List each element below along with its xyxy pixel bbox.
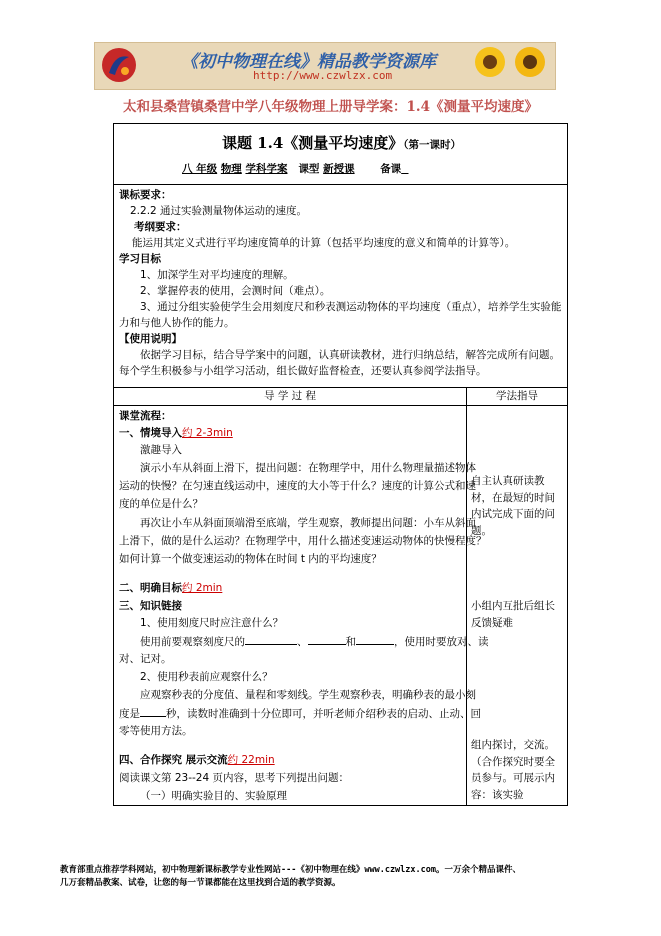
section-1-text: 演示小车从斜面上滑下，提出问题：在物理学中，用什么物理量描述物体 — [140, 462, 476, 474]
lesson-info: 八 年级 物理 学科学案 课型 新授课 备课 — [182, 163, 402, 175]
row-divider — [114, 184, 567, 185]
question-1-text: 使用前要观察刻度尺的 、 和 ，使用时要放对、读 — [140, 633, 489, 650]
banner-title: 《初中物理在线》精品教学资源库 — [181, 52, 436, 72]
lesson-table — [113, 123, 568, 806]
goal-item: 2、掌握停表的使用，会测时间（难点）。 — [140, 285, 331, 297]
guide-note: 组内探讨，交流。（合作探究时要全员参与。可展示内容：该实验 — [471, 739, 555, 801]
goal-item: 3、通过分组实验使学生会用刻度尺和秒表测运动物体的平均速度（重点），培养学生实验能 — [140, 301, 562, 313]
lesson-title: 课题 1.4《测量平均速度》（第一课时） — [221, 134, 462, 152]
flow-heading: 课堂流程： — [119, 410, 172, 422]
banner-url[interactable]: http://www.czwlzx.com — [253, 69, 393, 82]
section-1-text: 上滑下，做的是什么运动？在物理学中，用什么描述变速运动物体的快慢程度？ — [119, 535, 487, 547]
usage-line: 每个学生积极参与小组学习活动，组长做好监督检查，还要认真参阅学法指导。 — [119, 365, 487, 377]
page-footer — [60, 864, 620, 890]
question-1: 1、使用刻度尺时应注意什么？ — [140, 617, 284, 629]
section-1-title: 一、情境导入约 2-3min — [119, 427, 233, 439]
goal-item: 力和与他人协作的能力。 — [119, 317, 235, 329]
question-1-text: 对、记对。 — [119, 653, 172, 665]
answer-blank[interactable] — [308, 633, 346, 645]
answer-blank[interactable] — [356, 633, 394, 645]
section-1-text: 运动的快慢？在匀速直线运动中，速度的大小等于什么？速度的计算公式和速 — [119, 480, 476, 492]
section-1-intro: 激趣导入 — [140, 444, 182, 456]
section-4-read: 阅读课文第 23--24 页内容，思考下列提出问题： — [119, 772, 349, 784]
exam-heading: 考纲要求： — [134, 221, 187, 233]
section-1-text: 再次让小车从斜面顶端滑至底端，学生观察，教师提出问题：小车从斜面 — [140, 517, 476, 529]
question-2-text: 应观察秒表的分度值、量程和零刻线。学生观察秒表，明确秒表的最小刻 — [140, 689, 476, 701]
usage-heading: 【使用说明】 — [119, 333, 182, 345]
footer-line: 教育部重点推荐学科网站，初中物理新课标教学专业性网站---《初中物理在线》www.czwlzx.com。一万余个精品课件、 — [60, 865, 522, 875]
question-2-text: 度是 秒，读数时准确到十分位即可，并听老师介绍秒表的启动、止动、回 — [119, 705, 481, 722]
usage-line: 依据学习目标，结合导学案中的问题，认真研读教材，进行归纳总结，解答完成所有问题。 — [140, 349, 560, 361]
row-divider — [114, 405, 567, 406]
document-title: 太和县桑营镇桑营中学八年级物理上册导学案：1.4《测量平均速度》 — [123, 99, 538, 115]
question-2: 2、使用秒表前应观察什么？ — [140, 671, 273, 683]
section-1-text: 如何计算一个做变速运动的物体在时间 t 内的平均速度？ — [119, 553, 382, 565]
section-3-title: 三、知识链接 — [119, 600, 182, 612]
sunflower-icon — [513, 45, 547, 79]
column-divider — [466, 387, 467, 805]
column-header-guide: 学法指导 — [496, 390, 538, 402]
guide-note: 自主认真研读教材，在最短的时间内试完成下面的问题。 — [471, 475, 555, 537]
requirements-item: 2.2.2 通过实验测量物体运动的速度。 — [130, 205, 308, 217]
header-banner — [94, 42, 556, 90]
answer-blank[interactable] — [140, 705, 166, 717]
section-4-sub: （一）明确实验目的、实验原理 — [140, 790, 287, 802]
question-2-text: 零等使用方法。 — [119, 725, 193, 737]
section-4-title: 四、合作探究 展示交流约 22min — [119, 754, 275, 766]
section-1-text: 度的单位是什么？ — [119, 498, 203, 510]
goals-heading: 学习目标 — [119, 253, 161, 265]
sunflower-icon — [473, 45, 507, 79]
section-2-title: 二、明确目标约 2min — [119, 582, 223, 594]
column-header-process: 导 学 过 程 — [263, 390, 316, 402]
exam-item: 能运用其定义式进行平均速度简单的计算（包括平均速度的意义和简单的计算等）。 — [132, 237, 516, 249]
goal-item: 1、加深学生对平均速度的理解。 — [140, 269, 294, 281]
requirements-heading: 课标要求： — [119, 189, 172, 201]
site-logo-icon — [101, 47, 137, 83]
footer-line: 几万套精品教案、试卷，让您的每一节课都能在这里找到合适的教学资源。 — [60, 878, 341, 888]
guide-note: 小组内互批后组长反馈疑难 — [471, 600, 555, 629]
answer-blank[interactable] — [245, 633, 297, 645]
